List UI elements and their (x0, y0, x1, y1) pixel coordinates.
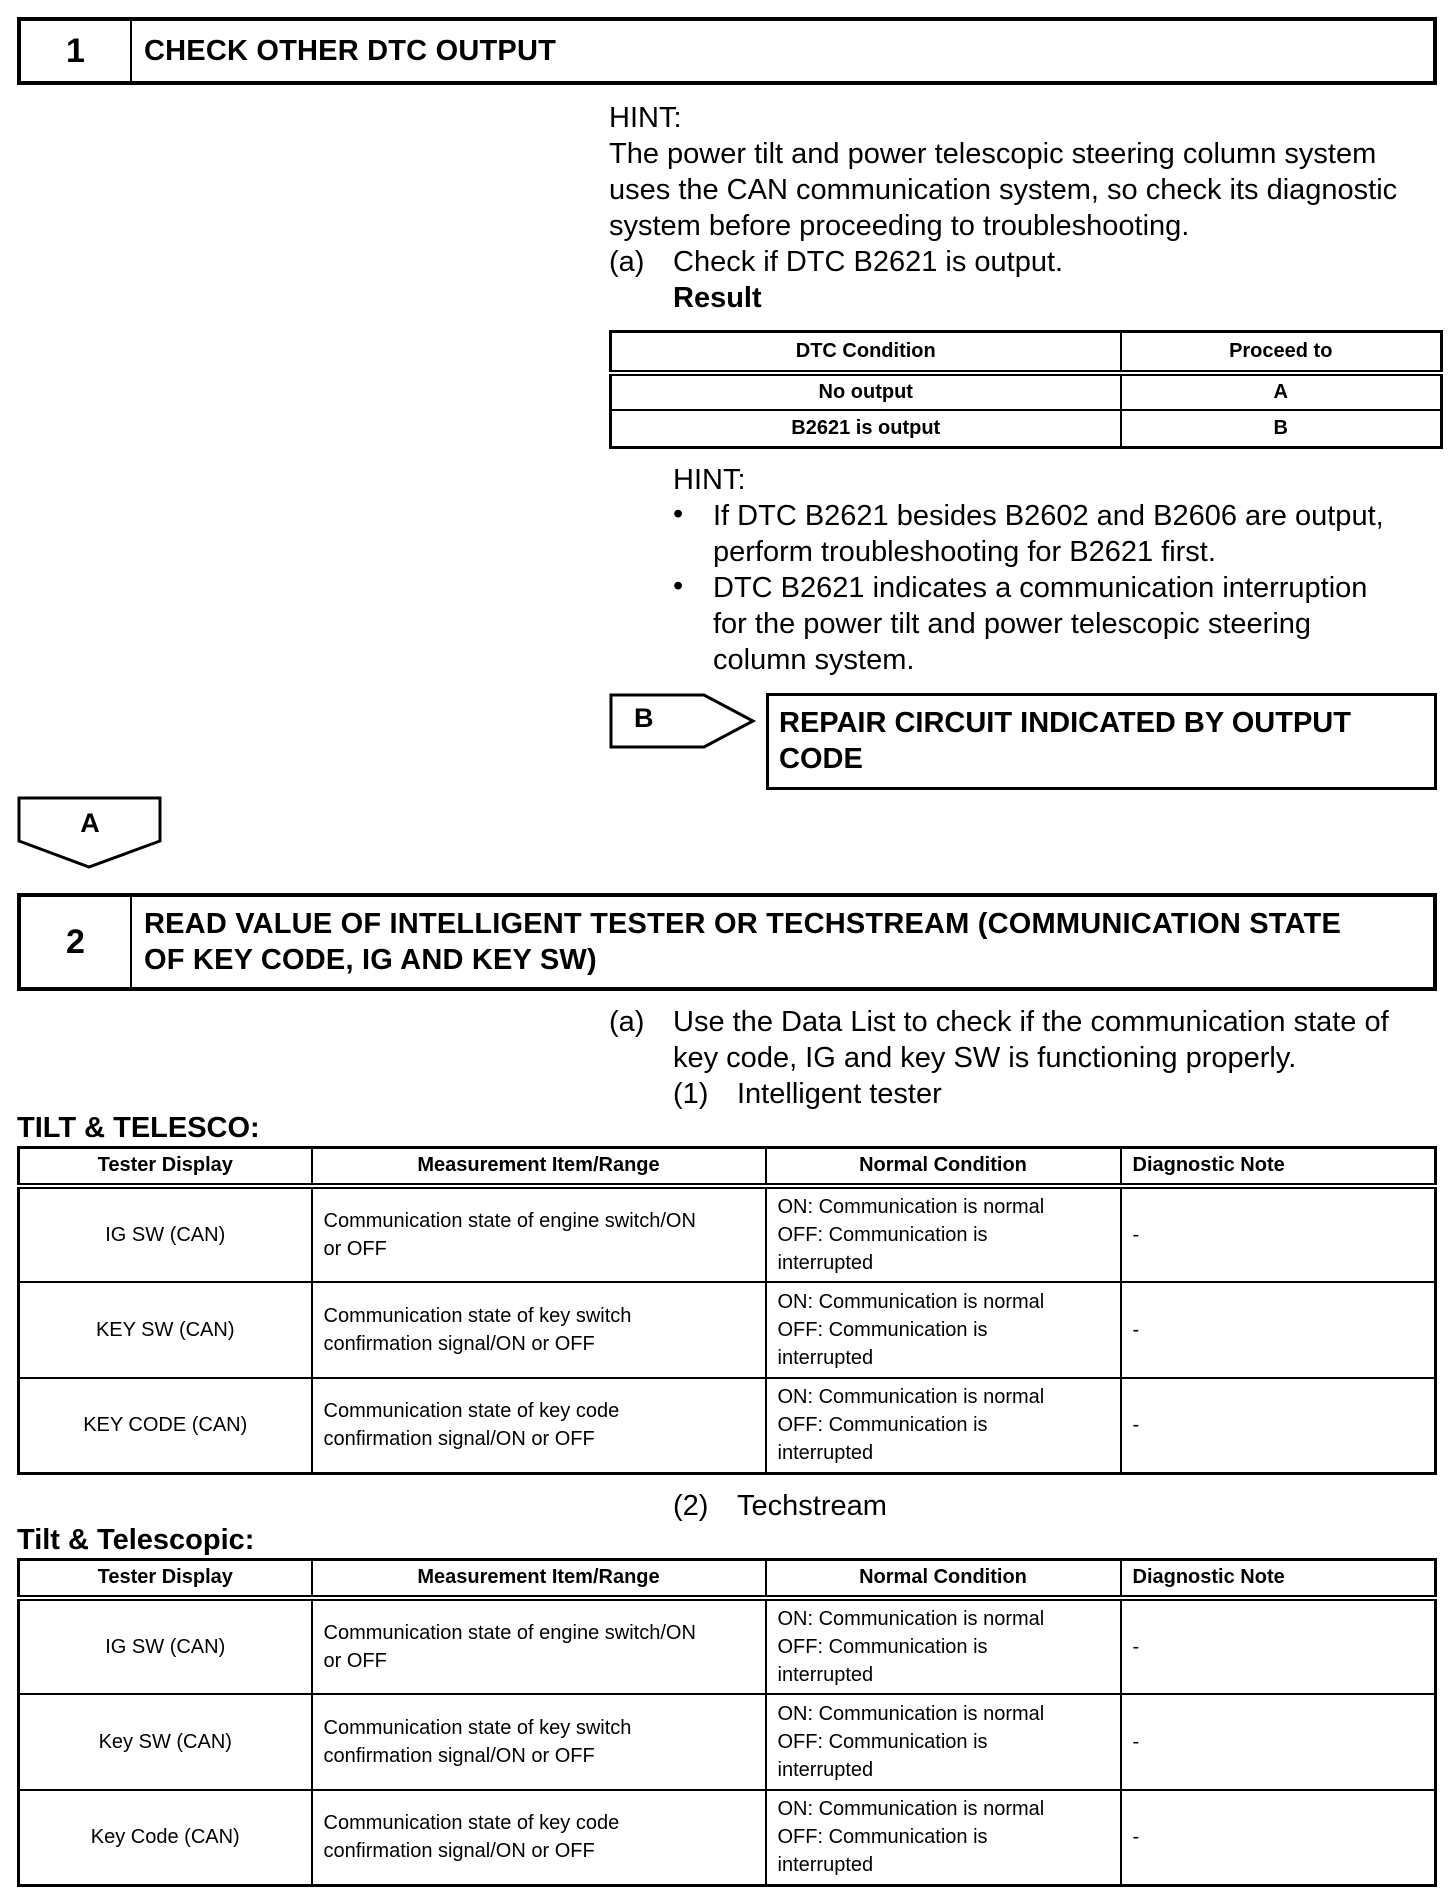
cell-line: Communication state of key code (323, 1400, 620, 1423)
instruction-line: key code, IG and key SW is functioning properly. (673, 1042, 1297, 1074)
tester-display-cell: KEY CODE (CAN) (19, 1378, 312, 1474)
column-header: Normal Condition (766, 1560, 1121, 1598)
diagnostic-note-cell: - (1121, 1790, 1436, 1886)
cell-line: ON: Communication is normal (777, 1290, 1045, 1313)
repair-action-box (766, 693, 1437, 790)
measurement-cell (312, 1694, 766, 1790)
instruction-marker: (a) (609, 1006, 645, 1038)
table-title: TILT & TELESCO: (17, 1112, 260, 1144)
right-arrow-icon (609, 693, 757, 749)
hint-bullet-line: If DTC B2621 besides B2602 and B2606 are output, (713, 500, 1384, 532)
cell-line: Communication state of key code (323, 1812, 620, 1835)
instruction-line: Use the Data List to check if the communication state of (673, 1006, 1389, 1038)
table-cell: B2621 is output (611, 410, 1121, 448)
branch-a-arrow[interactable] (17, 796, 163, 870)
step-2-header (17, 893, 1437, 991)
cell-line: Communication state of engine switch/ON (323, 1621, 696, 1644)
column-header: Tester Display (19, 1560, 312, 1598)
diagnostic-note-cell: - (1121, 1282, 1436, 1378)
tester-display-cell: IG SW (CAN) (19, 1186, 312, 1282)
cell-line: OFF: Communication is (777, 1318, 988, 1341)
cell-line: ON: Communication is normal (777, 1195, 1045, 1218)
branch-label: B (634, 703, 654, 733)
hint-bullet-line: perform troubleshooting for B2621 first. (713, 536, 1216, 568)
step-title-line: OF KEY CODE, IG AND KEY SW) (144, 944, 597, 976)
hint-bullet-line: DTC B2621 indicates a communication interruption (713, 572, 1368, 604)
cell-line: confirmation signal/ON or OFF (323, 1332, 595, 1355)
measurement-cell (312, 1598, 766, 1694)
tester-display-cell: Key Code (CAN) (19, 1790, 312, 1886)
step-1-header (17, 17, 1437, 85)
normal-condition-cell (766, 1694, 1121, 1790)
cell-line: ON: Communication is normal (777, 1798, 1045, 1821)
table-row (19, 1186, 1436, 1282)
cell-line: OFF: Communication is (777, 1730, 988, 1753)
cell-line: Communication state of engine switch/ON (323, 1209, 696, 1232)
normal-condition-cell (766, 1598, 1121, 1694)
measurement-cell (312, 1282, 766, 1378)
cell-line: or OFF (323, 1649, 387, 1672)
diagnostic-note-cell: - (1121, 1694, 1436, 1790)
tester-display-cell: IG SW (CAN) (19, 1598, 312, 1694)
bullet-icon: • (673, 498, 684, 530)
table-row (611, 373, 1442, 410)
cell-line: interrupted (777, 1663, 874, 1686)
table-row (611, 410, 1442, 448)
table-row (19, 1282, 1436, 1378)
cell-line: confirmation signal/ON or OFF (323, 1744, 595, 1767)
cell-line: ON: Communication is normal (777, 1702, 1045, 1725)
cell-line: interrupted (777, 1854, 874, 1877)
cell-line: interrupted (777, 1758, 874, 1781)
table-row (19, 1790, 1436, 1886)
step-number: 1 (21, 21, 132, 81)
step-number: 2 (21, 897, 132, 987)
step-title: CHECK OTHER DTC OUTPUT (144, 35, 557, 67)
table-cell: A (1121, 373, 1442, 410)
cell-line: ON: Communication is normal (777, 1607, 1045, 1630)
result-label: Result (673, 282, 762, 314)
result-table (609, 330, 1443, 449)
table-row (19, 1694, 1436, 1790)
diagnostic-note-cell: - (1121, 1598, 1436, 1694)
hint-line: system before proceeding to troubleshooting. (609, 210, 1190, 242)
cell-line: interrupted (777, 1442, 874, 1465)
column-header: Proceed to (1121, 332, 1442, 373)
hint-line: The power tilt and power telescopic steering column system (609, 138, 1377, 170)
measurement-cell (312, 1186, 766, 1282)
cell-line: confirmation signal/ON or OFF (323, 1428, 595, 1451)
bullet-icon: • (673, 570, 684, 602)
repair-action-line: CODE (779, 743, 863, 775)
cell-line: confirmation signal/ON or OFF (323, 1840, 595, 1863)
cell-line: OFF: Communication is (777, 1223, 988, 1246)
cell-line: Communication state of key switch (323, 1716, 632, 1739)
cell-line: OFF: Communication is (777, 1826, 988, 1849)
table-title: Tilt & Telescopic: (17, 1524, 255, 1556)
repair-action-line: REPAIR CIRCUIT INDICATED BY OUTPUT (779, 707, 1351, 739)
measurement-cell (312, 1790, 766, 1886)
cell-line: ON: Communication is normal (777, 1386, 1045, 1409)
hint-line: uses the CAN communication system, so check its diagnostic (609, 174, 1398, 206)
data-list-table-intelligent-tester (17, 1146, 1437, 1475)
hint-label: HINT: (609, 102, 682, 134)
step-title (132, 897, 1433, 987)
hint-bullet-line: for the power tilt and power telescopic steering (713, 608, 1312, 640)
measurement-cell (312, 1378, 766, 1474)
step-title-line: READ VALUE OF INTELLIGENT TESTER OR TECHSTREAM (COMMUNICATION STATE (144, 908, 1341, 940)
table-cell: No output (611, 373, 1121, 410)
hint-label: HINT: (673, 464, 746, 496)
diagnostic-note-cell: - (1121, 1378, 1436, 1474)
normal-condition-cell (766, 1378, 1121, 1474)
cell-line: interrupted (777, 1251, 874, 1274)
instruction-text: Check if DTC B2621 is output. (673, 246, 1064, 278)
normal-condition-cell (766, 1790, 1121, 1886)
column-header: DTC Condition (611, 332, 1121, 373)
branch-label: A (80, 808, 100, 838)
column-header: Diagnostic Note (1121, 1148, 1436, 1186)
sub-marker: (1) (673, 1078, 709, 1110)
instruction-marker: (a) (609, 246, 645, 278)
normal-condition-cell (766, 1282, 1121, 1378)
cell-line: OFF: Communication is (777, 1635, 988, 1658)
hint-bullet-line: column system. (713, 644, 915, 676)
table-row (19, 1598, 1436, 1694)
column-header: Tester Display (19, 1148, 312, 1186)
cell-line: Communication state of key switch (323, 1304, 632, 1327)
table-row (19, 1378, 1436, 1474)
column-header: Measurement Item/Range (312, 1148, 766, 1186)
table-cell: B (1121, 410, 1442, 448)
branch-b-arrow[interactable] (609, 693, 757, 749)
data-list-table-techstream (17, 1558, 1437, 1887)
cell-line: or OFF (323, 1237, 387, 1260)
column-header: Measurement Item/Range (312, 1560, 766, 1598)
sub-marker: (2) (673, 1490, 709, 1522)
sub-label: Techstream (737, 1490, 887, 1522)
cell-line: OFF: Communication is (777, 1414, 988, 1437)
column-header: Normal Condition (766, 1148, 1121, 1186)
column-header: Diagnostic Note (1121, 1560, 1436, 1598)
normal-condition-cell (766, 1186, 1121, 1282)
tester-display-cell: KEY SW (CAN) (19, 1282, 312, 1378)
tester-display-cell: Key SW (CAN) (19, 1694, 312, 1790)
sub-label: Intelligent tester (737, 1078, 942, 1110)
diagnostic-note-cell: - (1121, 1186, 1436, 1282)
cell-line: interrupted (777, 1346, 874, 1369)
